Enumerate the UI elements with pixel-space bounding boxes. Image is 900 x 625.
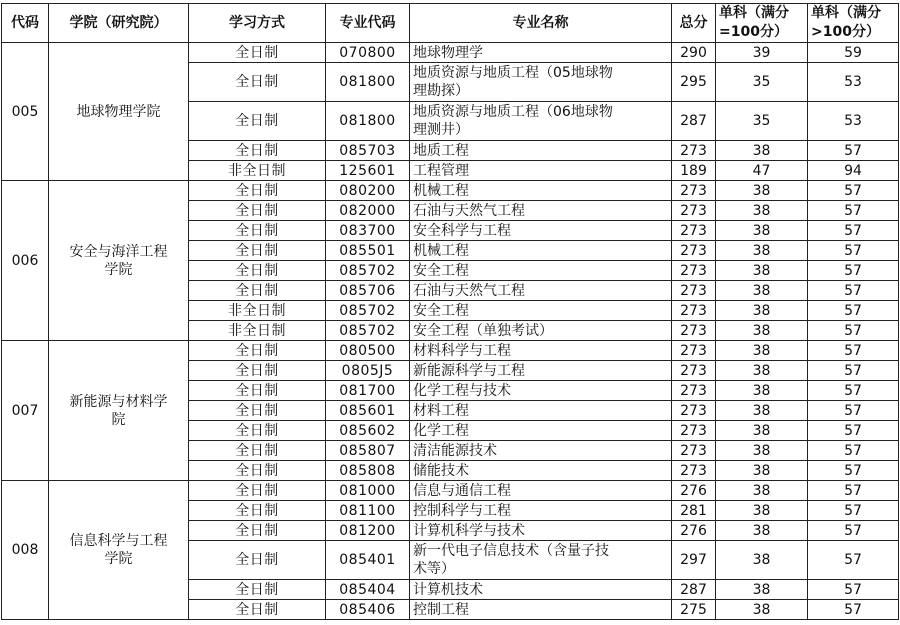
single-score-gt100: 57	[808, 541, 899, 580]
major-code: 081800	[326, 63, 410, 102]
major-name-line1: 新能源科学与工程	[413, 362, 525, 379]
header-college: 学院（研究院）	[49, 4, 189, 43]
major-code: 085702	[326, 321, 410, 341]
major-code: 0805J5	[326, 361, 410, 381]
major-name-line1: 控制工程	[413, 601, 469, 618]
major-code: 083700	[326, 221, 410, 241]
single-score-gt100: 57	[808, 241, 899, 261]
major-name	[410, 201, 672, 221]
major-name-line1: 地质资源与地质工程（05地球物	[413, 65, 613, 81]
dept-name-line1: 安全与海洋工程	[69, 243, 168, 260]
study-mode: 全日制	[189, 261, 326, 281]
major-name-line1: 材料科学与工程	[413, 342, 511, 359]
major-name	[410, 381, 672, 401]
total-score: 287	[672, 102, 716, 141]
table-row	[2, 43, 899, 63]
study-mode: 全日制	[189, 281, 326, 301]
single-score-gt100: 57	[808, 221, 899, 241]
single-score-gt100: 57	[808, 141, 899, 161]
major-name	[410, 181, 672, 201]
major-name	[410, 580, 672, 600]
single-score-gt100: 57	[808, 261, 899, 281]
single-score-gt100: 57	[808, 461, 899, 481]
study-mode: 全日制	[189, 241, 326, 261]
major-name	[410, 43, 672, 63]
total-score: 275	[672, 600, 716, 620]
study-mode: 全日制	[189, 580, 326, 600]
single-score-100: 38	[716, 241, 808, 261]
single-score-gt100: 57	[808, 281, 899, 301]
study-mode: 全日制	[189, 401, 326, 421]
major-name-line1: 化学工程与技术	[413, 382, 511, 399]
major-name	[410, 461, 672, 481]
single-score-100: 38	[716, 401, 808, 421]
single-score-gt100: 57	[808, 521, 899, 541]
dept-code: 006	[2, 181, 49, 341]
single-score-100: 38	[716, 361, 808, 381]
study-mode: 全日制	[189, 441, 326, 461]
major-name-line1: 安全工程	[413, 302, 469, 319]
major-code: 085601	[326, 401, 410, 421]
major-name-line1: 石油与天然气工程	[413, 282, 525, 299]
single-score-100: 38	[716, 541, 808, 580]
major-code: 085808	[326, 461, 410, 481]
single-score-gt100: 57	[808, 501, 899, 521]
major-name	[410, 361, 672, 381]
study-mode: 全日制	[189, 43, 326, 63]
major-name-line1: 石油与天然气工程	[413, 202, 525, 219]
major-name	[410, 261, 672, 281]
major-code: 081700	[326, 381, 410, 401]
total-score: 273	[672, 321, 716, 341]
dept-name-line1: 新能源与材料学	[69, 393, 168, 410]
total-score: 273	[672, 461, 716, 481]
study-mode: 全日制	[189, 63, 326, 102]
study-mode: 非全日制	[189, 161, 326, 181]
major-name	[410, 541, 672, 580]
header-single-gt100-line2: >100分）	[811, 24, 880, 40]
major-name-line1: 计算机技术	[413, 581, 483, 598]
single-score-100: 35	[716, 102, 808, 141]
single-score-gt100: 57	[808, 361, 899, 381]
single-score-100: 38	[716, 481, 808, 501]
total-score: 189	[672, 161, 716, 181]
major-name	[410, 341, 672, 361]
single-score-100: 38	[716, 381, 808, 401]
single-score-gt100: 59	[808, 43, 899, 63]
major-code: 081200	[326, 521, 410, 541]
dept-name-line2: 学院	[104, 551, 133, 567]
major-name-line2: 术等）	[413, 561, 455, 577]
study-mode: 非全日制	[189, 321, 326, 341]
major-name	[410, 281, 672, 301]
dept-name	[49, 481, 189, 620]
major-name-line1: 信息与通信工程	[413, 482, 511, 499]
study-mode: 全日制	[189, 102, 326, 141]
dept-name-line1: 信息科学与工程	[69, 533, 168, 549]
study-mode: 全日制	[189, 481, 326, 501]
study-mode: 全日制	[189, 341, 326, 361]
single-score-100: 38	[716, 321, 808, 341]
header-total: 总分	[672, 4, 716, 43]
single-score-100: 38	[716, 441, 808, 461]
single-score-gt100: 94	[808, 161, 899, 181]
dept-name-line2: 学院	[104, 261, 133, 278]
header-code: 代码	[2, 4, 49, 43]
study-mode: 全日制	[189, 600, 326, 620]
single-score-100: 47	[716, 161, 808, 181]
major-name	[410, 481, 672, 501]
study-mode: 全日制	[189, 181, 326, 201]
major-code: 085703	[326, 141, 410, 161]
total-score: 273	[672, 341, 716, 361]
single-score-100: 38	[716, 261, 808, 281]
total-score: 273	[672, 421, 716, 441]
total-score: 297	[672, 541, 716, 580]
major-code: 085602	[326, 421, 410, 441]
major-code: 081800	[326, 102, 410, 141]
single-score-gt100: 57	[808, 580, 899, 600]
total-score: 273	[672, 241, 716, 261]
major-name-line2: 理勘探）	[413, 83, 469, 99]
major-code: 085807	[326, 441, 410, 461]
single-score-100: 38	[716, 141, 808, 161]
major-name-line1: 材料工程	[413, 402, 469, 419]
major-name-line1: 计算机科学与技术	[413, 522, 525, 539]
study-mode: 全日制	[189, 541, 326, 580]
dept-code: 007	[2, 341, 49, 481]
single-score-gt100: 57	[808, 321, 899, 341]
single-score-100: 38	[716, 600, 808, 620]
table-row	[2, 341, 899, 361]
major-code: 085702	[326, 301, 410, 321]
single-score-gt100: 57	[808, 201, 899, 221]
total-score: 273	[672, 261, 716, 281]
dept-code: 008	[2, 481, 49, 620]
header-single-100-line1: 单科（满分	[719, 5, 789, 21]
single-score-100: 38	[716, 461, 808, 481]
table-row	[2, 481, 899, 501]
single-score-100: 38	[716, 341, 808, 361]
single-score-gt100: 57	[808, 381, 899, 401]
single-score-gt100: 57	[808, 341, 899, 361]
total-score: 273	[672, 361, 716, 381]
study-mode: 全日制	[189, 461, 326, 481]
major-name-line1: 地质资源与地质工程（06地球物	[413, 104, 613, 120]
header-single-100-line2: =100分）	[719, 24, 788, 40]
major-code: 081100	[326, 501, 410, 521]
major-code: 082000	[326, 201, 410, 221]
single-score-gt100: 53	[808, 63, 899, 102]
study-mode: 全日制	[189, 201, 326, 221]
major-name-line1: 储能技术	[413, 462, 469, 479]
major-name-line1: 地质工程	[413, 142, 469, 159]
dept-code: 005	[2, 43, 49, 181]
study-mode: 全日制	[189, 141, 326, 161]
single-score-100: 38	[716, 301, 808, 321]
total-score: 273	[672, 201, 716, 221]
major-name-line1: 安全工程（单独考试）	[413, 322, 553, 339]
major-code: 070800	[326, 43, 410, 63]
major-name-line1: 清洁能源技术	[413, 442, 497, 459]
total-score: 273	[672, 301, 716, 321]
study-mode: 全日制	[189, 221, 326, 241]
total-score: 281	[672, 501, 716, 521]
major-name-line1: 安全工程	[413, 262, 469, 279]
major-name	[410, 401, 672, 421]
single-score-100: 38	[716, 221, 808, 241]
study-mode: 非全日制	[189, 301, 326, 321]
total-score: 295	[672, 63, 716, 102]
total-score: 290	[672, 43, 716, 63]
major-code: 085406	[326, 600, 410, 620]
study-mode: 全日制	[189, 501, 326, 521]
major-name-line1: 控制科学与工程	[413, 502, 511, 519]
major-name-line1: 安全科学与工程	[413, 222, 511, 239]
total-score: 273	[672, 401, 716, 421]
major-code: 085401	[326, 541, 410, 580]
single-score-gt100: 57	[808, 301, 899, 321]
major-code: 125601	[326, 161, 410, 181]
single-score-100: 38	[716, 501, 808, 521]
major-name-line1: 机械工程	[413, 182, 469, 199]
major-code: 085702	[326, 261, 410, 281]
major-name	[410, 102, 672, 141]
single-score-100: 38	[716, 521, 808, 541]
major-name	[410, 501, 672, 521]
major-name-line1: 化学工程	[413, 422, 469, 439]
major-name-line1: 机械工程	[413, 242, 469, 259]
total-score: 273	[672, 221, 716, 241]
major-code: 080200	[326, 181, 410, 201]
score-table	[1, 3, 899, 620]
header-row	[2, 4, 899, 43]
total-score: 273	[672, 441, 716, 461]
major-name-line1: 新一代电子信息技术（含量子技	[413, 543, 609, 559]
study-mode: 全日制	[189, 421, 326, 441]
header-major-name: 专业名称	[410, 4, 672, 43]
major-code: 085706	[326, 281, 410, 301]
header-single-100	[716, 4, 808, 43]
single-score-100: 38	[716, 201, 808, 221]
major-code: 081000	[326, 481, 410, 501]
study-mode: 全日制	[189, 361, 326, 381]
table-row	[2, 181, 899, 201]
major-name	[410, 600, 672, 620]
header-single-gt100-line1: 单科（满分	[811, 5, 881, 21]
header-mode: 学习方式	[189, 4, 326, 43]
total-score: 273	[672, 281, 716, 301]
single-score-gt100: 57	[808, 181, 899, 201]
total-score: 287	[672, 580, 716, 600]
major-name	[410, 161, 672, 181]
dept-name-line2: 院	[111, 411, 126, 428]
single-score-gt100: 57	[808, 481, 899, 501]
major-name	[410, 521, 672, 541]
major-code: 080500	[326, 341, 410, 361]
single-score-100: 38	[716, 421, 808, 441]
major-code: 085501	[326, 241, 410, 261]
single-score-100: 39	[716, 43, 808, 63]
dept-name	[49, 181, 189, 341]
study-mode: 全日制	[189, 521, 326, 541]
dept-name	[49, 43, 189, 181]
major-name	[410, 141, 672, 161]
single-score-100: 38	[716, 281, 808, 301]
total-score: 273	[672, 141, 716, 161]
single-score-100: 38	[716, 181, 808, 201]
major-code: 085404	[326, 580, 410, 600]
single-score-100: 35	[716, 63, 808, 102]
single-score-gt100: 57	[808, 421, 899, 441]
single-score-100: 38	[716, 580, 808, 600]
dept-name	[49, 341, 189, 481]
single-score-gt100: 57	[808, 401, 899, 421]
header-single-gt100	[808, 4, 899, 43]
total-score: 273	[672, 181, 716, 201]
major-name	[410, 321, 672, 341]
total-score: 273	[672, 381, 716, 401]
major-name	[410, 241, 672, 261]
major-name	[410, 441, 672, 461]
major-name-line2: 理测井）	[413, 122, 469, 138]
major-name	[410, 421, 672, 441]
major-name	[410, 63, 672, 102]
major-name-line1: 地球物理学	[413, 44, 483, 61]
single-score-gt100: 57	[808, 600, 899, 620]
single-score-gt100: 57	[808, 441, 899, 461]
header-major-code: 专业代码	[326, 4, 410, 43]
major-name	[410, 301, 672, 321]
major-name	[410, 221, 672, 241]
dept-name-line1: 地球物理学院	[76, 103, 161, 120]
total-score: 276	[672, 521, 716, 541]
study-mode: 全日制	[189, 381, 326, 401]
single-score-gt100: 53	[808, 102, 899, 141]
major-name-line1: 工程管理	[413, 162, 469, 179]
total-score: 276	[672, 481, 716, 501]
